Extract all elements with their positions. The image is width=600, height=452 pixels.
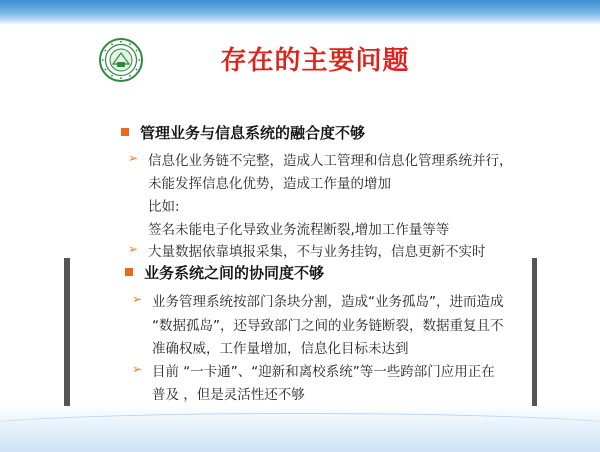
section-1-line-1: 信息化业务链不完整，造成人工管理和信息化管理系统并行， [148,153,513,169]
section-2-line-3: 准确权威，工作量增加，信息化目标未达到 [152,341,409,357]
bottom-curve-line [0,413,600,444]
arrowhead-bullet-icon: ➢ [132,362,143,376]
section-2-line-1: 业务管理系统按部门条块分割，造成“业务孤岛”，进而造成 [152,294,504,310]
section-heading-1-text: 管理业务与信息系统的融合度不够 [140,124,366,142]
section-1-line-4: 签名未能电子化导致业务流程断裂,增加工作量等等 [148,222,450,238]
bottom-decorative-band [0,406,600,452]
section-2-line-5: 普及 ，但是灵活性还不够 [152,387,305,403]
square-bullet-icon [125,268,133,276]
section-heading-1 [121,122,365,143]
arrowhead-bullet-icon: ➢ [132,292,143,306]
arrowhead-bullet-icon: ➢ [128,151,139,165]
square-bullet-icon [121,128,129,136]
top-band-highlight [0,22,600,24]
section-1-line-2: 未能发挥信息化优势，造成工作量的增加 [148,176,391,192]
section-heading-2-text: 业务系统之间的协同度不够 [144,264,325,282]
section-2-line-2: “数据孤岛”，还导致部门之间的业务链断裂，数据重复且不 [152,318,504,334]
section-1-line-3: 比如: [148,199,180,215]
top-decorative-band [0,0,600,22]
university-seal-logo [99,38,143,82]
arrowhead-bullet-icon: ➢ [128,242,139,256]
section-heading-2 [125,262,324,283]
slide-title: 存在的主要问题 [220,46,410,76]
section-1-line-5: 大量数据依靠填报采集，不与业务挂钩，信息更新不实时 [148,244,486,260]
section-2-line-4: 目前 “一卡通”、“迎新和离校系统”等一些跨部门应用正在 [152,364,495,380]
